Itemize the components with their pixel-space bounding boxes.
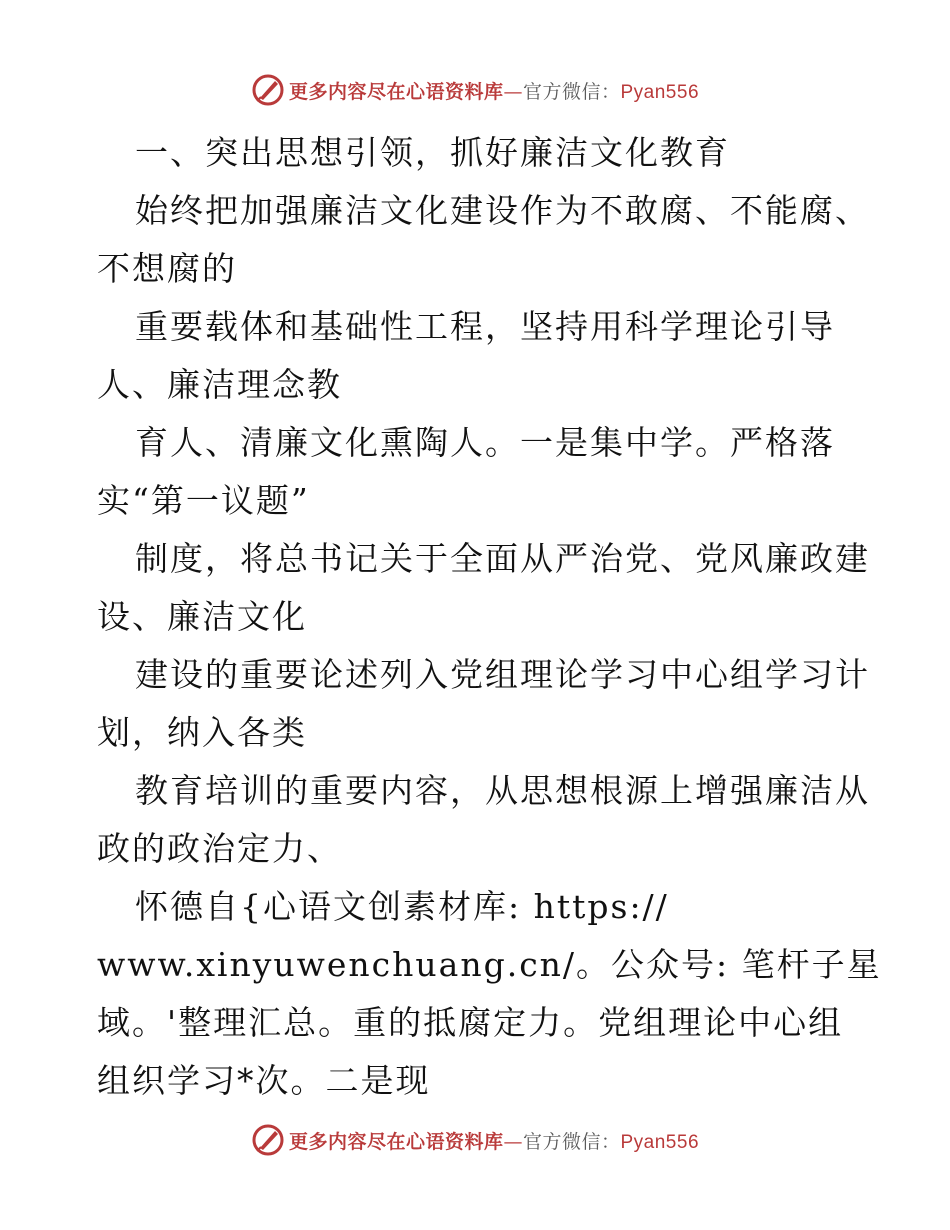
quill-logo-icon [251,73,285,107]
paragraph-line: 不想腐的 [97,249,237,288]
paragraph-line: 划，纳入各类 [97,713,307,752]
watermark-sub: 官方微信： [522,1130,621,1153]
watermark-dash: — [503,1130,523,1153]
section-heading: 一、突出思想引领，抓好廉洁文化教育 [135,133,730,172]
watermark-banner-bottom [0,1120,950,1160]
watermark-text [289,1127,699,1154]
watermark-main: 更多内容尽在心语资料库 [288,1130,504,1153]
watermark-dash: — [503,80,523,103]
paragraph-line: 建设的重要论述列入党组理论学习中心组学习计 [135,655,870,694]
watermark-text [289,77,699,104]
paragraph-line: 怀德自{心语文创素材库: https:// [135,887,669,926]
paragraph-line: 政的政治定力、 [97,829,342,868]
paragraph-line: 设、廉洁文化 [97,597,307,636]
document-body [97,124,882,1110]
watermark-banner-top [0,70,950,110]
paragraph-line: 重要载体和基础性工程，坚持用科学理论引导 [135,307,835,346]
paragraph-line: 制度，将总书记关于全面从严治党、党风廉政建 [135,539,870,578]
paragraph-line: www.xinyuwenchuang.cn/。公众号: 笔杆子星 [97,945,882,984]
paragraph-line: 育人、清廉文化熏陶人。一是集中学。严格落 [135,423,835,462]
paragraph-line: 始终把加强廉洁文化建设作为不敢腐、不能腐、 [135,191,870,230]
watermark-code: Pyan556 [620,81,700,103]
paragraph-line: 人、廉洁理念教 [97,365,342,404]
watermark-code: Pyan556 [620,1131,700,1153]
watermark-main: 更多内容尽在心语资料库 [288,80,504,103]
quill-logo-icon [251,1123,285,1157]
paragraph-line: 教育培训的重要内容，从思想根源上增强廉洁从 [135,771,870,810]
paragraph-line: 域。'整理汇总。重的抵腐定力。党组理论中心组 [97,1003,844,1042]
paragraph-line: 组织学习*次。二是现 [97,1061,431,1100]
watermark-sub: 官方微信： [522,80,621,103]
paragraph-line: 实“第一议题” [97,481,310,520]
